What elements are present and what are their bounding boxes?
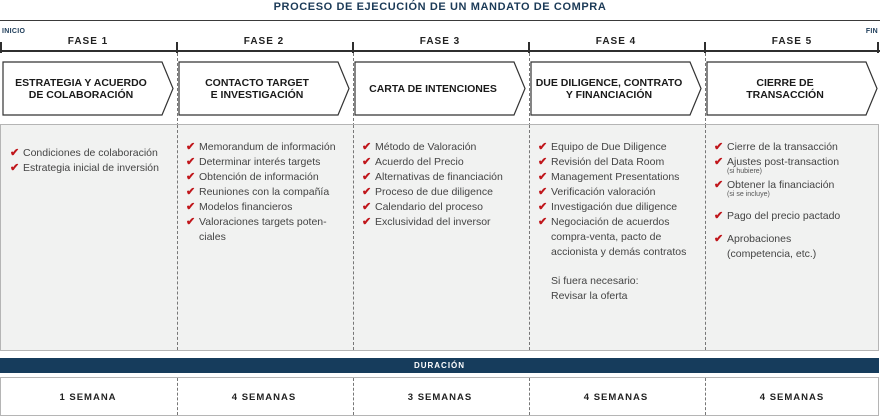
activity-item xyxy=(186,215,351,245)
activity-item xyxy=(186,185,351,200)
phase-title-line: TRANSACCIÓN xyxy=(746,88,824,101)
activity-item xyxy=(538,185,703,200)
activity-text: Calendario del proceso xyxy=(375,201,483,213)
activity-item xyxy=(714,140,879,155)
activity-item xyxy=(362,170,527,185)
activity-item xyxy=(714,232,879,262)
activity-item xyxy=(538,155,703,170)
phase-title-line: ESTRATEGIA Y ACUERDO xyxy=(15,76,147,89)
activity-text: Pago del precio pactado xyxy=(727,210,841,222)
phase-title-line: CARTA DE INTENCIONES xyxy=(369,82,497,95)
activity-item xyxy=(186,140,351,155)
end-label: FIN xyxy=(865,28,878,35)
phase-title-line: CONTACTO TARGET xyxy=(205,76,309,89)
start-label: INICIO xyxy=(2,28,26,35)
activity-text: Obtener la financiación xyxy=(727,179,835,191)
activity-text: Acuerdo del Precio xyxy=(375,156,464,168)
phase-title-line: E INVESTIGACIÓN xyxy=(210,88,304,101)
activity-item xyxy=(186,200,351,215)
phase-3-duration: 3 SEMANAS xyxy=(407,392,473,403)
phase-title-line: DE COLABORACIÓN xyxy=(28,88,134,101)
phase-3-title xyxy=(354,61,512,116)
phase-2-duration: 4 SEMANAS xyxy=(231,392,297,403)
phase-4-duration: 4 SEMANAS xyxy=(583,392,649,403)
phase-4-activities xyxy=(538,140,703,304)
activity-item xyxy=(714,178,879,201)
phase-note xyxy=(538,274,703,304)
phase-1-header: FASE 1 xyxy=(67,36,109,47)
timeline-axis xyxy=(0,50,880,52)
activity-text: Aprobaciones xyxy=(727,233,792,245)
activity-item xyxy=(362,200,527,215)
activity-text: Determinar interés targets xyxy=(199,156,321,168)
check-icon: ✔ xyxy=(538,216,548,228)
phase-title-line: CIERRE DE xyxy=(756,76,814,89)
phase-4-title xyxy=(530,61,688,116)
phase-5-title xyxy=(706,61,864,116)
activity-text: Valoraciones targets poten- xyxy=(199,216,327,228)
duration-bar: DURACIÓN xyxy=(0,358,879,373)
check-icon: ✔ xyxy=(538,201,548,213)
activity-text: Estrategia inicial de inversión xyxy=(23,162,159,174)
check-icon: ✔ xyxy=(362,216,372,228)
activity-subnote: (si se incluye) xyxy=(727,191,770,198)
phase-3-header: FASE 3 xyxy=(419,36,461,47)
activity-text: Reuniones con la compañía xyxy=(199,186,330,198)
phase-2-title xyxy=(178,61,336,116)
activity-text: ciales xyxy=(199,231,226,243)
phase-4-chevron xyxy=(530,61,702,116)
check-icon: ✔ xyxy=(10,147,20,159)
activity-text: Proceso de due diligence xyxy=(375,186,493,198)
check-icon: ✔ xyxy=(362,141,372,153)
phase-3-activities xyxy=(362,140,527,230)
phase-separator xyxy=(177,125,178,350)
check-icon: ✔ xyxy=(714,141,724,153)
phase-2-activities xyxy=(186,140,351,245)
activity-text: Alternativas de financiación xyxy=(375,171,503,183)
activity-item xyxy=(362,215,527,230)
activity-text: Verificación valoración xyxy=(551,186,656,198)
diagram-title: PROCESO DE EJECUCIÓN DE UN MANDATO DE COMPRA xyxy=(273,1,607,13)
activity-item xyxy=(10,161,175,176)
activity-item xyxy=(362,155,527,170)
activity-item xyxy=(362,185,527,200)
check-icon: ✔ xyxy=(714,156,724,168)
activity-text: Memorandum de información xyxy=(199,141,336,153)
note-line: Revisar la oferta xyxy=(551,290,628,302)
phase-5-chevron xyxy=(706,61,878,116)
phase-title-line: Y FINANCIACIÓN xyxy=(565,88,653,101)
activity-text: Método de Valoración xyxy=(375,141,477,153)
check-icon: ✔ xyxy=(186,156,196,168)
phase-1-title xyxy=(2,61,160,116)
phase-2-header: FASE 2 xyxy=(243,36,285,47)
check-icon: ✔ xyxy=(538,186,548,198)
activity-item xyxy=(714,155,879,178)
check-icon: ✔ xyxy=(10,162,20,174)
phase-5-duration: 4 SEMANAS xyxy=(759,392,825,403)
check-icon: ✔ xyxy=(538,156,548,168)
activity-text: Negociación de acuerdos xyxy=(551,216,670,228)
title-divider xyxy=(0,20,880,21)
phase-separator xyxy=(705,125,706,350)
activity-text: compra-venta, pacto de xyxy=(551,231,662,243)
activity-text: Investigación due diligence xyxy=(551,201,678,213)
activity-item xyxy=(186,170,351,185)
check-icon: ✔ xyxy=(186,216,196,228)
activity-item xyxy=(538,200,703,215)
activity-text: Modelos financieros xyxy=(199,201,293,213)
check-icon: ✔ xyxy=(186,186,196,198)
activity-item xyxy=(10,146,175,161)
phase-4-header: FASE 4 xyxy=(595,36,637,47)
activity-text: Management Presentations xyxy=(551,171,680,183)
note-line: Si fuera necesario: xyxy=(551,275,639,287)
phase-5-header: FASE 5 xyxy=(771,36,813,47)
activity-text: Equipo de Due Diligence xyxy=(551,141,667,153)
check-icon: ✔ xyxy=(714,179,724,191)
check-icon: ✔ xyxy=(362,156,372,168)
activity-item xyxy=(362,140,527,155)
activity-item xyxy=(186,155,351,170)
activity-text: Revisión del Data Room xyxy=(551,156,665,168)
check-icon: ✔ xyxy=(186,171,196,183)
check-icon: ✔ xyxy=(538,141,548,153)
activity-text: accionista y demás contratos xyxy=(551,246,687,258)
phase-3-chevron xyxy=(354,61,526,116)
check-icon: ✔ xyxy=(538,171,548,183)
activity-subnote: (si hubiere) xyxy=(727,168,763,175)
activity-text: (competencia, etc.) xyxy=(727,248,817,260)
activity-text: Condiciones de colaboración xyxy=(23,147,158,159)
phase-2-chevron xyxy=(178,61,350,116)
check-icon: ✔ xyxy=(186,141,196,153)
check-icon: ✔ xyxy=(714,233,724,245)
check-icon: ✔ xyxy=(362,201,372,213)
activity-item xyxy=(538,170,703,185)
activity-item xyxy=(538,215,703,260)
activity-text: Obtención de información xyxy=(199,171,319,183)
check-icon: ✔ xyxy=(186,201,196,213)
check-icon: ✔ xyxy=(714,210,724,222)
activity-item xyxy=(714,209,879,224)
check-icon: ✔ xyxy=(362,186,372,198)
phase-5-activities xyxy=(714,140,879,262)
activity-text: Cierre de la transacción xyxy=(727,141,838,153)
phase-separator xyxy=(529,125,530,350)
phase-1-activities xyxy=(10,146,175,176)
check-icon: ✔ xyxy=(362,171,372,183)
activity-text: Ajustes post-transaction xyxy=(727,156,840,168)
phase-separator xyxy=(353,125,354,350)
phase-title-line: DUE DILIGENCE, CONTRATO xyxy=(535,76,683,89)
phase-1-chevron xyxy=(2,61,174,116)
activity-text: Exclusividad del inversor xyxy=(375,216,491,228)
activity-item xyxy=(538,140,703,155)
phase-1-duration: 1 SEMANA xyxy=(59,392,117,403)
